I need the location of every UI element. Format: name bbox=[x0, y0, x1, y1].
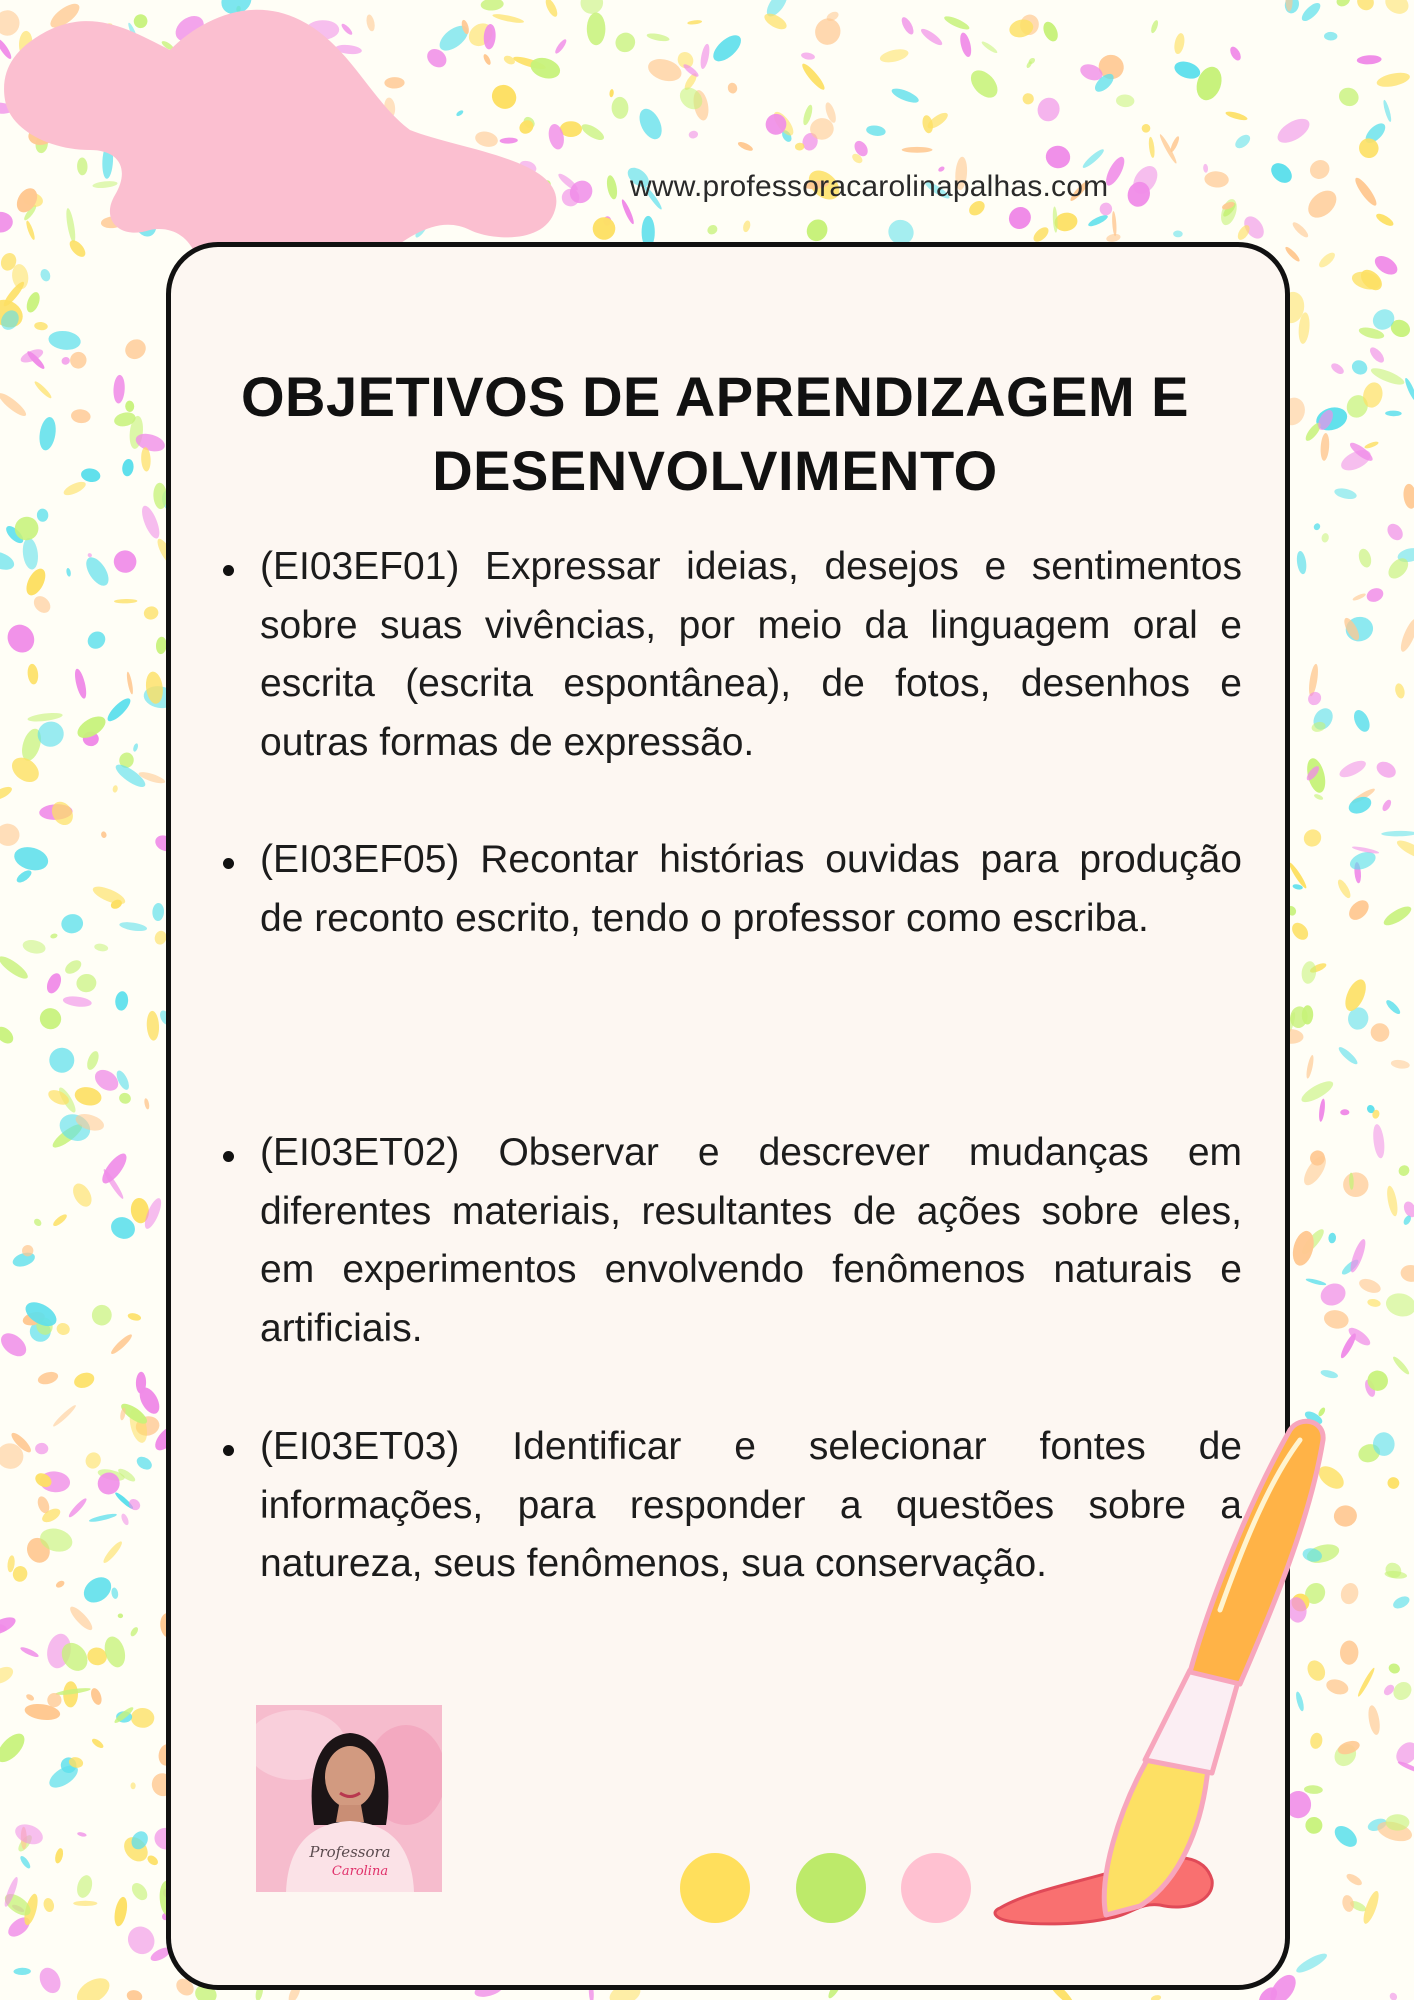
paint-speck bbox=[134, 1454, 154, 1472]
paint-speck bbox=[125, 400, 135, 412]
paint-speck bbox=[800, 61, 828, 92]
paint-speck bbox=[1374, 211, 1395, 228]
paint-speck bbox=[1391, 1355, 1411, 1376]
paint-speck bbox=[31, 593, 54, 616]
paint-speck bbox=[1172, 58, 1202, 81]
paint-speck bbox=[12, 844, 51, 874]
paint-speck bbox=[21, 938, 46, 956]
paint-speck bbox=[1341, 976, 1370, 1014]
paint-speck bbox=[699, 43, 711, 70]
paint-speck bbox=[105, 695, 134, 724]
paint-speck bbox=[55, 1322, 71, 1337]
paint-speck bbox=[1343, 1172, 1369, 1197]
paint-speck bbox=[1381, 798, 1393, 812]
paint-speck bbox=[727, 82, 739, 95]
paint-speck bbox=[72, 1973, 114, 2000]
paint-speck bbox=[1352, 175, 1379, 208]
paint-speck bbox=[1402, 483, 1414, 509]
paint-speck bbox=[36, 1964, 65, 1996]
paint-speck bbox=[1313, 522, 1322, 531]
paint-speck bbox=[142, 605, 160, 622]
paint-speck bbox=[25, 1693, 35, 1702]
paint-speck bbox=[0, 784, 14, 803]
paint-speck bbox=[1284, 245, 1302, 263]
paint-speck bbox=[1267, 159, 1295, 187]
paint-speck bbox=[966, 65, 1003, 102]
paint-speck bbox=[1317, 250, 1338, 270]
paint-speck bbox=[635, 105, 666, 143]
paint-speck bbox=[118, 1613, 123, 1618]
paint-speck bbox=[1351, 708, 1373, 735]
paint-speck bbox=[0, 953, 31, 982]
paint-speck bbox=[1398, 617, 1414, 654]
paint-speck bbox=[1228, 45, 1243, 62]
paint-speck bbox=[51, 1212, 68, 1228]
paint-speck bbox=[1337, 1045, 1360, 1067]
paint-speck bbox=[129, 1626, 139, 1638]
paint-speck bbox=[1388, 1991, 1398, 2000]
paint-speck bbox=[1299, 0, 1323, 24]
paint-speck bbox=[0, 1729, 29, 1767]
paint-speck bbox=[742, 220, 752, 233]
paint-speck bbox=[112, 1896, 129, 1927]
paint-speck bbox=[1329, 361, 1345, 376]
bullet-icon bbox=[223, 565, 234, 576]
paint-speck bbox=[129, 1880, 151, 1903]
paint-speck bbox=[1384, 1290, 1414, 1319]
paint-speck bbox=[55, 1579, 66, 1589]
yellow-dot-decoration bbox=[680, 1853, 750, 1923]
paint-speck bbox=[112, 785, 118, 793]
paint-speck bbox=[1306, 156, 1333, 183]
paint-speck bbox=[89, 1687, 104, 1707]
paint-speck bbox=[1150, 19, 1160, 34]
paint-speck bbox=[1367, 1298, 1382, 1308]
objective-item: (EI03ET03) Identificar e selecionar fontes de informações, para responder a questões sobre a natureza, seus fenômenos, sua conservação. bbox=[260, 1425, 1242, 1585]
paint-speck bbox=[890, 86, 920, 106]
paint-speck bbox=[1357, 1276, 1382, 1295]
paint-speck bbox=[1320, 1369, 1339, 1380]
paint-speck bbox=[68, 349, 89, 371]
paint-speck bbox=[23, 566, 50, 599]
paint-speck bbox=[1386, 1814, 1410, 1830]
paint-speck bbox=[1081, 147, 1106, 170]
paint-speck bbox=[37, 416, 58, 452]
paint-speck bbox=[146, 1853, 160, 1867]
paint-speck bbox=[709, 31, 746, 66]
website-url[interactable]: www.professoracarolinapalhas.com bbox=[630, 170, 1109, 203]
paint-speck bbox=[1352, 592, 1367, 602]
paint-speck bbox=[67, 1497, 88, 1519]
paint-speck bbox=[82, 554, 113, 590]
paint-speck bbox=[902, 147, 933, 153]
paint-speck bbox=[146, 1011, 160, 1041]
paint-speck bbox=[879, 47, 910, 65]
paint-speck bbox=[592, 216, 617, 241]
paint-speck bbox=[1336, 84, 1362, 109]
paint-speck bbox=[1158, 133, 1178, 164]
paint-speck bbox=[66, 568, 72, 577]
paint-speck bbox=[587, 12, 606, 45]
paint-speck bbox=[1367, 1020, 1393, 1046]
paint-speck bbox=[1321, 533, 1330, 544]
paint-speck bbox=[67, 1604, 95, 1633]
paint-speck bbox=[91, 1304, 113, 1327]
page-title: OBJETIVOS DE APRENDIZAGEM E DESENVOLVIMENTO bbox=[241, 365, 1189, 502]
paint-speck bbox=[1322, 1308, 1350, 1331]
paint-speck bbox=[27, 711, 63, 723]
paint-speck bbox=[0, 1663, 16, 1687]
paint-speck bbox=[88, 1512, 117, 1523]
paint-speck bbox=[1040, 20, 1060, 44]
paint-speck bbox=[33, 380, 53, 400]
bullet-icon bbox=[223, 858, 234, 869]
paint-speck bbox=[609, 89, 614, 98]
paint-speck bbox=[919, 26, 944, 47]
paint-speck bbox=[1289, 920, 1312, 943]
paint-speck bbox=[143, 1098, 150, 1110]
paint-speck bbox=[0, 822, 21, 848]
paint-speck bbox=[62, 479, 88, 498]
paint-speck bbox=[80, 467, 101, 483]
paint-speck bbox=[63, 957, 84, 976]
paint-speck bbox=[1307, 663, 1319, 697]
paint-speck bbox=[1385, 410, 1402, 416]
paint-speck bbox=[91, 883, 128, 908]
paint-speck bbox=[72, 1370, 96, 1391]
paint-speck bbox=[121, 458, 135, 477]
paint-speck bbox=[52, 1403, 78, 1428]
paint-speck bbox=[100, 831, 107, 839]
paint-speck bbox=[113, 375, 126, 404]
paint-speck bbox=[1348, 1238, 1369, 1274]
paint-speck bbox=[803, 216, 832, 245]
paint-speck bbox=[1374, 758, 1399, 780]
svg-text:Carolina: Carolina bbox=[331, 1864, 389, 1879]
paint-speck bbox=[1318, 1098, 1326, 1122]
paint-speck bbox=[1381, 903, 1414, 929]
paint-speck bbox=[1204, 170, 1229, 188]
paint-speck bbox=[111, 1587, 119, 1599]
green-dot-decoration bbox=[796, 1853, 866, 1923]
paint-speck bbox=[0, 1614, 18, 1639]
paint-speck bbox=[1296, 550, 1308, 574]
paint-speck bbox=[62, 995, 92, 1008]
paint-speck bbox=[1354, 0, 1378, 14]
paint-speck bbox=[46, 1044, 78, 1076]
paint-speck bbox=[131, 1782, 136, 1789]
paint-speck bbox=[1173, 32, 1186, 55]
pink-dot-decoration bbox=[901, 1853, 971, 1923]
paint-speck bbox=[73, 1901, 97, 1906]
paint-speck bbox=[578, 0, 606, 17]
paint-speck bbox=[1400, 1264, 1414, 1283]
paint-speck bbox=[706, 223, 720, 236]
paint-speck bbox=[1384, 521, 1406, 543]
paint-speck bbox=[1305, 689, 1323, 708]
paint-speck bbox=[1044, 144, 1071, 170]
paint-speck bbox=[1382, 0, 1412, 18]
paint-speck bbox=[1294, 1950, 1329, 1975]
paint-speck bbox=[1300, 960, 1317, 984]
paint-speck bbox=[85, 1050, 101, 1072]
paint-speck bbox=[15, 868, 34, 885]
paintbrush-icon bbox=[975, 1405, 1355, 1945]
paint-speck bbox=[1340, 1109, 1349, 1115]
paint-speck bbox=[75, 1873, 95, 1899]
paint-speck bbox=[138, 504, 162, 541]
paint-speck bbox=[611, 29, 639, 57]
paint-speck bbox=[1142, 124, 1151, 133]
paint-speck bbox=[73, 1085, 103, 1108]
paint-speck bbox=[1384, 998, 1402, 1016]
paint-speck bbox=[865, 124, 886, 137]
objective-item: (EI03EF01) Expressar ideias, desejos e sentimentos sobre suas vivências, por meio da linguagem oral e escrita (escrita espontânea), de fotos, desenhos e outras formas de expressão. bbox=[260, 545, 1242, 764]
paint-speck bbox=[801, 52, 816, 61]
paint-speck bbox=[126, 671, 135, 694]
paint-speck bbox=[21, 537, 40, 570]
paint-speck bbox=[120, 1513, 130, 1526]
paint-speck bbox=[0, 1023, 16, 1046]
paint-speck bbox=[131, 1708, 155, 1729]
paint-speck bbox=[1099, 202, 1112, 216]
paint-speck bbox=[1328, 1232, 1336, 1243]
objective-item: (EI03ET02) Observar e descrever mudanças em diferentes materiais, resultantes de ações sobre eles, em experimentos envolvendo fenômenos naturais e artificiais. bbox=[260, 1131, 1242, 1350]
paint-speck bbox=[1356, 1667, 1376, 1698]
paint-speck bbox=[44, 971, 64, 995]
paint-speck bbox=[1233, 132, 1253, 151]
paint-speck bbox=[0, 1329, 31, 1361]
paint-speck bbox=[126, 1989, 144, 2000]
paint-speck bbox=[33, 1217, 43, 1227]
paint-speck bbox=[1004, 203, 1035, 234]
paint-speck bbox=[1225, 110, 1249, 122]
paint-speck bbox=[1020, 91, 1036, 107]
paint-speck bbox=[87, 552, 93, 558]
paint-speck bbox=[1150, 1994, 1162, 2000]
paint-speck bbox=[114, 991, 129, 1012]
paint-speck bbox=[75, 972, 98, 993]
paint-speck bbox=[35, 1443, 49, 1455]
objective-item: (EI03EF05) Recontar histórias ouvidas para produção de reconto escrito, tendo o professor como escriba. bbox=[260, 838, 1242, 940]
bullet-icon bbox=[223, 1151, 234, 1162]
paint-speck bbox=[943, 14, 971, 32]
paint-speck bbox=[1203, 164, 1209, 173]
paint-speck bbox=[19, 1645, 39, 1658]
paint-speck bbox=[84, 628, 109, 652]
paint-speck bbox=[77, 1831, 87, 1837]
paint-speck bbox=[1372, 1123, 1387, 1158]
paint-speck bbox=[1291, 220, 1311, 239]
paint-speck bbox=[1305, 1055, 1315, 1080]
paint-speck bbox=[1324, 32, 1338, 41]
paint-speck bbox=[101, 1634, 128, 1670]
paint-speck bbox=[27, 663, 39, 685]
paint-speck bbox=[79, 1572, 116, 1608]
paint-speck bbox=[119, 921, 148, 933]
paint-speck bbox=[60, 913, 85, 935]
paint-speck bbox=[579, 121, 606, 143]
paint-speck bbox=[1390, 1678, 1414, 1703]
paint-speck bbox=[132, 743, 139, 752]
paint-speck bbox=[1364, 586, 1385, 605]
paint-speck bbox=[152, 903, 165, 922]
bullet-icon bbox=[223, 1445, 234, 1456]
paint-speck bbox=[899, 15, 915, 36]
paint-speck bbox=[36, 1370, 59, 1387]
paint-speck bbox=[737, 140, 754, 152]
paint-speck bbox=[1305, 1277, 1326, 1286]
paint-speck bbox=[61, 356, 71, 366]
paint-speck bbox=[83, 1450, 103, 1471]
paint-speck bbox=[127, 1312, 142, 1322]
paint-speck bbox=[1357, 547, 1373, 569]
paint-speck bbox=[1394, 682, 1406, 699]
paint-speck bbox=[958, 32, 973, 59]
paint-speck bbox=[109, 1332, 134, 1356]
paint-speck bbox=[1386, 1476, 1401, 1491]
paint-speck bbox=[980, 40, 998, 55]
paint-speck bbox=[1396, 1163, 1411, 1178]
svg-text:Professora: Professora bbox=[309, 1843, 391, 1861]
paint-speck bbox=[0, 548, 17, 573]
paint-speck bbox=[1337, 757, 1368, 780]
paint-speck bbox=[1385, 1185, 1399, 1217]
paint-speck bbox=[688, 130, 699, 139]
paint-speck bbox=[1034, 95, 1062, 125]
paint-speck bbox=[1368, 345, 1387, 365]
paint-speck bbox=[50, 933, 58, 939]
paint-speck bbox=[73, 668, 89, 700]
paint-speck bbox=[70, 408, 91, 424]
paint-speck bbox=[36, 1004, 65, 1033]
paint-speck bbox=[118, 1092, 132, 1105]
paint-speck bbox=[1375, 70, 1411, 89]
paint-speck bbox=[1381, 831, 1414, 837]
paint-speck bbox=[611, 97, 629, 120]
paint-speck bbox=[1303, 185, 1342, 223]
paint-speck bbox=[111, 548, 139, 575]
paint-speck bbox=[1111, 211, 1117, 236]
paint-speck bbox=[1395, 837, 1414, 862]
paint-speck bbox=[1349, 357, 1370, 377]
paint-speck bbox=[1366, 1704, 1381, 1735]
paint-speck bbox=[114, 599, 137, 604]
paint-speck bbox=[127, 1497, 143, 1513]
paint-speck bbox=[42, 1897, 55, 1913]
paint-speck bbox=[1299, 1077, 1336, 1106]
paint-speck bbox=[1334, 0, 1352, 9]
paint-speck bbox=[2, 620, 39, 658]
paint-speck bbox=[1333, 486, 1357, 500]
paint-speck bbox=[69, 1180, 95, 1210]
paint-speck bbox=[646, 32, 670, 43]
paint-speck bbox=[687, 19, 702, 25]
paint-speck bbox=[1403, 377, 1414, 402]
paint-speck bbox=[1387, 1662, 1401, 1675]
paint-speck bbox=[1320, 433, 1330, 461]
paint-speck bbox=[0, 390, 29, 419]
paint-speck bbox=[1173, 230, 1183, 237]
paint-speck bbox=[1390, 1059, 1410, 1070]
paint-speck bbox=[1052, 206, 1058, 232]
paint-speck bbox=[11, 1565, 29, 1584]
paint-speck bbox=[19, 1855, 32, 1870]
paint-speck bbox=[101, 1539, 124, 1565]
paint-speck bbox=[37, 508, 49, 522]
paint-speck bbox=[1116, 94, 1135, 108]
paint-speck bbox=[1336, 878, 1353, 900]
paint-speck bbox=[1300, 826, 1324, 850]
paint-speck bbox=[54, 1847, 65, 1864]
paint-speck bbox=[801, 104, 814, 126]
paint-speck bbox=[1364, 440, 1379, 449]
paint-speck bbox=[13, 1968, 31, 1976]
paint-speck bbox=[1313, 793, 1324, 801]
paint-speck bbox=[1357, 55, 1382, 65]
teacher-photo bbox=[256, 1705, 442, 1892]
paint-speck bbox=[1345, 897, 1372, 924]
paint-speck bbox=[1382, 99, 1393, 122]
paint-speck bbox=[1148, 137, 1156, 159]
paint-speck bbox=[1274, 114, 1314, 148]
paint-speck bbox=[1218, 197, 1240, 227]
paint-speck bbox=[91, 1737, 105, 1750]
paint-speck bbox=[1391, 1594, 1411, 1611]
paint-speck bbox=[94, 943, 109, 952]
paint-speck bbox=[605, 174, 619, 200]
